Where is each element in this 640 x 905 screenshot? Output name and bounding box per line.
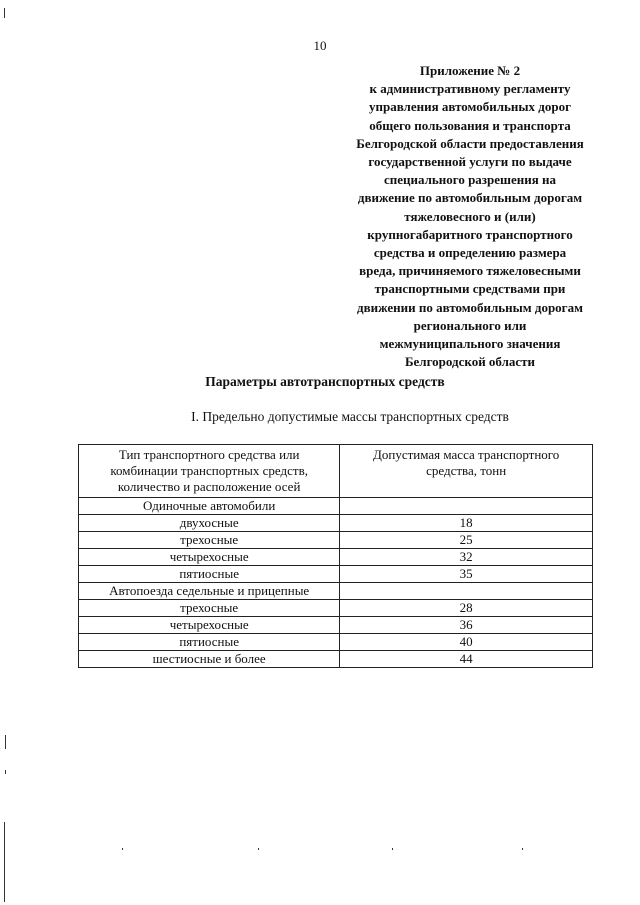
mass-cell: 35 bbox=[340, 566, 593, 583]
scan-mark bbox=[522, 848, 523, 850]
vehicle-type-cell: четырехосные bbox=[79, 617, 340, 634]
vehicle-type-cell: шестиосные и более bbox=[79, 651, 340, 668]
appendix-line: движении по автомобильным дорогам bbox=[357, 299, 583, 315]
mass-cell bbox=[340, 583, 593, 600]
vehicle-type-cell: двухосные bbox=[79, 515, 340, 532]
appendix-line: общего пользования и транспорта bbox=[369, 117, 571, 133]
subsection-title: I. Предельно допустимые массы транспортных средств bbox=[191, 409, 509, 424]
vehicle-type-cell: трехосные bbox=[79, 532, 340, 549]
header-line: комбинации транспортных средств, bbox=[110, 463, 308, 478]
appendix-line: управления автомобильных дорог bbox=[368, 99, 571, 115]
header-line: средства, тонн bbox=[426, 463, 507, 478]
vehicle-type-cell: Одиночные автомобили bbox=[79, 498, 340, 515]
appendix-line: специального разрешения на bbox=[383, 172, 557, 188]
table-row bbox=[79, 566, 593, 583]
appendix-line: Белгородской области предоставления bbox=[356, 135, 584, 151]
vehicle-type-cell: Автопоезда седельные и прицепные bbox=[79, 583, 340, 600]
page-number: 10 bbox=[313, 38, 327, 53]
table-row bbox=[79, 600, 593, 617]
appendix-line: межмуниципального значения bbox=[379, 336, 561, 352]
mass-cell bbox=[340, 498, 593, 515]
scan-mark bbox=[4, 822, 5, 902]
table-row bbox=[79, 515, 593, 532]
header-line: Допустимая масса транспортного bbox=[373, 447, 560, 462]
header-allowed-mass bbox=[340, 445, 593, 498]
section-title: Параметры автотранспортных средств bbox=[205, 374, 445, 389]
scan-mark bbox=[5, 735, 6, 749]
scan-mark bbox=[392, 848, 393, 850]
header-vehicle-type bbox=[79, 445, 340, 498]
table-row bbox=[79, 651, 593, 668]
scan-mark bbox=[258, 848, 259, 850]
mass-cell: 44 bbox=[340, 651, 593, 668]
vehicle-type-cell: пятиосные bbox=[79, 634, 340, 651]
appendix-heading bbox=[320, 62, 620, 371]
appendix-line: регионального или bbox=[413, 317, 527, 333]
vehicle-type-cell: четырехосные bbox=[79, 549, 340, 566]
vehicle-type-cell: трехосные bbox=[79, 600, 340, 617]
appendix-line: к административному регламенту bbox=[369, 81, 571, 97]
scan-mark bbox=[122, 848, 123, 850]
appendix-line: государственной услуги по выдаче bbox=[368, 154, 572, 170]
mass-cell: 18 bbox=[340, 515, 593, 532]
table-row bbox=[79, 498, 593, 515]
mass-cell: 36 bbox=[340, 617, 593, 634]
appendix-line: вреда, причиняемого тяжеловесными bbox=[359, 263, 581, 279]
scan-mark bbox=[4, 8, 5, 18]
mass-cell: 32 bbox=[340, 549, 593, 566]
appendix-line: крупногабаритного транспортного bbox=[367, 226, 573, 242]
mass-cell: 40 bbox=[340, 634, 593, 651]
appendix-line: Белгородской области bbox=[404, 354, 536, 370]
table-row bbox=[79, 634, 593, 651]
vehicle-mass-table bbox=[78, 444, 593, 668]
appendix-line: средства и определению размера bbox=[373, 245, 567, 261]
appendix-line: Приложение № 2 bbox=[419, 63, 521, 78]
header-line: Тип транспортного средства или bbox=[118, 447, 300, 462]
appendix-line: движение по автомобильным дорогам bbox=[357, 190, 583, 206]
table-row bbox=[79, 532, 593, 549]
vehicle-type-cell: пятиосные bbox=[79, 566, 340, 583]
header-line: количество и расположение осей bbox=[117, 479, 301, 494]
appendix-line: транспортными средствами при bbox=[374, 281, 566, 297]
table-row bbox=[79, 617, 593, 634]
mass-cell: 25 bbox=[340, 532, 593, 549]
table-header-row bbox=[79, 445, 593, 498]
table-row bbox=[79, 549, 593, 566]
table-row bbox=[79, 583, 593, 600]
appendix-line: тяжеловесного и (или) bbox=[404, 208, 536, 224]
scan-mark bbox=[5, 770, 6, 774]
mass-cell: 28 bbox=[340, 600, 593, 617]
